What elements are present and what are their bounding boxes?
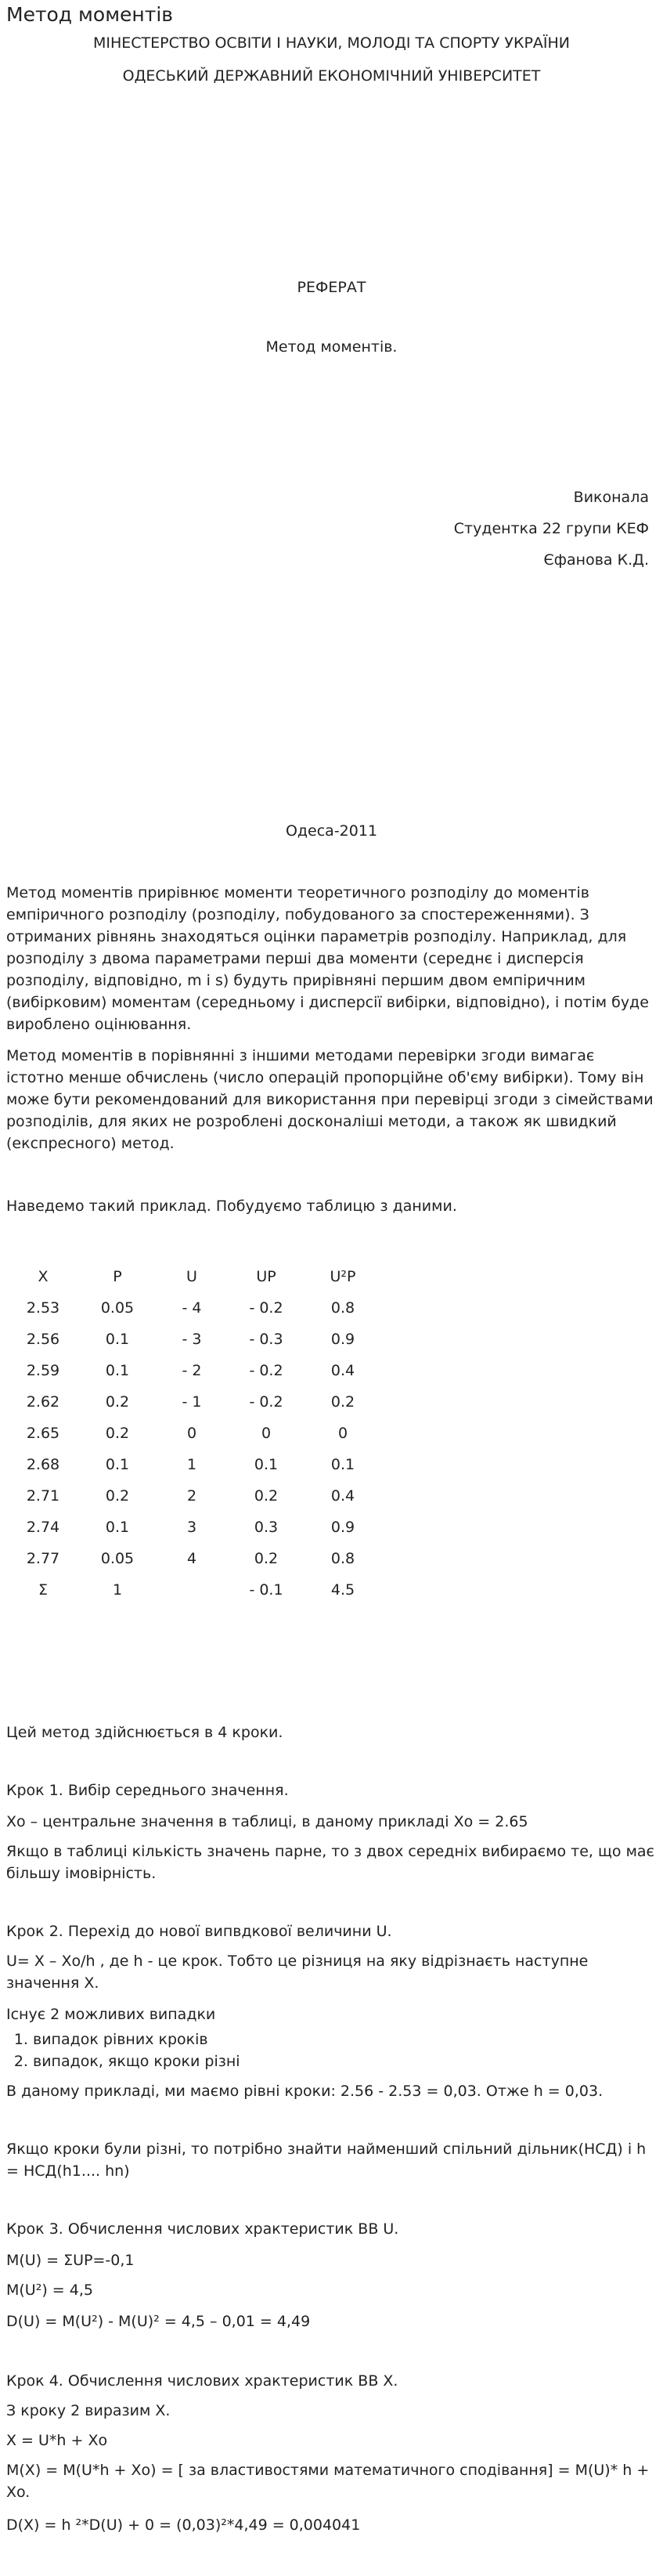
step-4-text-a: З кроку 2 виразим Х.: [6, 2402, 171, 2419]
table-cell: 0.8: [330, 1299, 355, 1317]
table-cell: 2.56: [26, 1331, 60, 1348]
table-cell: Σ: [38, 1581, 48, 1599]
table-cell: - 0.2: [249, 1362, 283, 1379]
table-header-row: [0, 1261, 391, 1292]
table-cell: 0.1: [105, 1331, 130, 1348]
table-cell: 0.1: [254, 1456, 279, 1473]
table-cell: 0.2: [254, 1487, 279, 1505]
author-label: Виконала: [573, 489, 649, 506]
table-cell: 2.71: [26, 1487, 60, 1505]
table-cell: 0.2: [105, 1393, 130, 1411]
table-header-cell: X: [38, 1268, 49, 1285]
step-2-text-a: U= X – Xo/h , де h - це крок. Тобто це різниця на яку відрізнаєть наступне значення Х.: [6, 1953, 589, 1992]
intro-paragraph-2: Метод моментів в порівнянні з іншими методами перевірки згоди вимагає істотно менше обчислень (число операцій пропорційне об'єму вибірки). Тому він може бути рекомендований для використання при перевірці згоди з сімействами розподілів, для яких не розроблені досконаліші методи, а також як швидкий (експресного) метод.: [6, 1047, 654, 1152]
step-4-formula-mean: M(X) = M(U*h + Xo) = [ за властивостями математичного сподівання] = M(U)* h + Xo.: [6, 2462, 650, 2501]
step-3-second-moment: M(U²) = 4,5: [6, 2282, 93, 2299]
table-cell: 2.62: [26, 1393, 60, 1411]
intro-paragraph-3: Наведемо такий приклад. Побудуємо таблицю з даними.: [6, 1198, 457, 1215]
table-row: [0, 1292, 391, 1324]
table-cell: 0.2: [330, 1393, 355, 1411]
step-2-text-b: Існує 2 можливих випадки: [6, 2006, 216, 2023]
table-cell: - 3: [182, 1331, 202, 1348]
table-cell: 0.2: [254, 1550, 279, 1567]
author-name: Єфанова К.Д.: [543, 551, 649, 569]
step-3-variance: D(U) = M(U²) - M(U)² = 4,5 – 0,01 = 4,49: [6, 2313, 311, 2330]
table-cell: 2.53: [26, 1299, 60, 1317]
table-cell: 3: [186, 1519, 197, 1536]
table-cell: - 0.2: [249, 1393, 283, 1411]
step-4-formula-x: X = U*h + Xo: [6, 2432, 108, 2449]
table-cell: 0: [261, 1425, 272, 1442]
step-4-formula-variance: D(X) = h ²*D(U) + 0 = (0,03)²*4,49 = 0,004041: [6, 2516, 361, 2534]
table-cell: 1: [186, 1456, 197, 1473]
step-3-mean: M(U) = ΣUP=-0,1: [6, 2252, 135, 2269]
table-row: [0, 1543, 391, 1574]
table-cell: - 1: [182, 1393, 202, 1411]
table-cell: 0.1: [105, 1362, 130, 1379]
table-cell: - 0.1: [249, 1581, 283, 1599]
table-row: [0, 1449, 391, 1480]
city-year: Одеса-2011: [285, 822, 378, 840]
table-header-cell: UP: [256, 1268, 276, 1285]
table-row: [0, 1480, 391, 1512]
table-cell: 1: [112, 1581, 123, 1599]
table-cell: 2: [186, 1487, 197, 1505]
table-cell: 0.3: [254, 1519, 279, 1536]
table-cell: 2.68: [26, 1456, 60, 1473]
steps-intro: Цей метод здійснюється в 4 кроки.: [6, 1724, 283, 1741]
ministry-heading: МІНЕСТЕРСТВО ОСВІТИ І НАУКИ, МОЛОДІ ТА СПОРТУ УКРАЇНИ: [92, 34, 571, 52]
document-topic: Метод моментів.: [265, 338, 398, 356]
document-type: РЕФЕРАТ: [297, 279, 366, 296]
table-cell: 4.5: [330, 1581, 355, 1599]
table-row: [0, 1355, 391, 1386]
table-sum-row: [0, 1574, 391, 1606]
step-2-text-c: В даному прикладі, ми маємо рівні кроки: 2.56 - 2.53 = 0,03. Отже h = 0,03.: [6, 2083, 604, 2100]
university-heading: ОДЕСЬКИЙ ДЕРЖАВНИЙ ЕКОНОМІЧНИЙ УНІВЕРСИТЕТ: [122, 67, 541, 85]
table-row: [0, 1512, 391, 1543]
table-cell: 2.59: [26, 1362, 60, 1379]
table-cell: 2.74: [26, 1519, 60, 1536]
table-cell: 0: [186, 1425, 197, 1442]
table-cell: - 0.2: [249, 1299, 283, 1317]
table-cell: 2.65: [26, 1425, 60, 1442]
table-cell: - 2: [182, 1362, 202, 1379]
table-cell: 0.4: [330, 1362, 355, 1379]
table-cell: 0.1: [105, 1456, 130, 1473]
step-1-text-a: Хо – центральне значення в таблиці, в даному прикладі Хо = 2.65: [6, 1813, 528, 1830]
table-header-cell: P: [113, 1268, 122, 1285]
table-row: [0, 1418, 391, 1449]
table-row: [0, 1324, 391, 1355]
table-cell: 0.8: [330, 1550, 355, 1567]
page-title: Метод моментів: [6, 3, 174, 26]
table-cell: 0.05: [100, 1550, 135, 1567]
table-header-cell: U: [186, 1268, 197, 1285]
list-item: 1. випадок рівних кроків: [33, 2029, 663, 2050]
intro-paragraph-1: Метод моментів прирівнює моменти теоретичного розподілу до моментів емпіричного розподілу (розподілу, побудованого за спостереженнями). З отриманих рівнянь знаходяться оцінки параметрів розподілу. Наприклад, для розподілу з двома параметрами перші два моменти (середнє і дисперсія розподілу, відповідно, m і s) будуть прирівняні першим двом емпіричним (вибірковим) моментам (середньому і дисперсії вибірки, відповідно), і потім буде вироблено оцінювання.: [6, 884, 649, 1033]
table-cell: 0.9: [330, 1331, 355, 1348]
table-cell: - 4: [182, 1299, 202, 1317]
table-cell: 0.2: [105, 1487, 130, 1505]
table-cell: 0.9: [330, 1519, 355, 1536]
table-cell: 2.77: [26, 1550, 60, 1567]
step-4-title: Крок 4. Обчислення числових храктеристик ВВ Х.: [6, 2372, 398, 2390]
author-group: Студентка 22 групи КЕФ: [453, 520, 649, 537]
step-2-text-d: Якщо кроки були різні, то потрібно знайти найменший спільний дільник(НСД) і h = НСД(h1.... hn): [6, 2141, 647, 2180]
table-cell: 4: [186, 1550, 197, 1567]
table-cell: - 0.3: [249, 1331, 283, 1348]
step-1-title: Крок 1. Вибір середнього значення.: [6, 1782, 289, 1799]
step-2-title: Крок 2. Перехід до нової випвдкової величини U.: [6, 1923, 392, 1940]
table-row: [0, 1386, 391, 1418]
table-cell: 0.1: [105, 1519, 130, 1536]
table-cell: 0.05: [100, 1299, 135, 1317]
table-cell: 0: [337, 1425, 348, 1442]
list-item: 2. випадок, якщо кроки різні: [33, 2050, 663, 2072]
step-3-title: Крок 3. Обчислення числових храктеристик ВВ U.: [6, 2220, 399, 2238]
table-header-cell: U²P: [330, 1268, 356, 1285]
table-cell: 0.1: [330, 1456, 355, 1473]
step-2-cases-list: [6, 2029, 663, 2072]
table-cell: 0.2: [105, 1425, 130, 1442]
table-cell: 0.4: [330, 1487, 355, 1505]
step-1-text-b: Якщо в таблиці кількість значень парне, то з двох середніх вибираємо те, що має більшу імовірність.: [6, 1843, 654, 1882]
